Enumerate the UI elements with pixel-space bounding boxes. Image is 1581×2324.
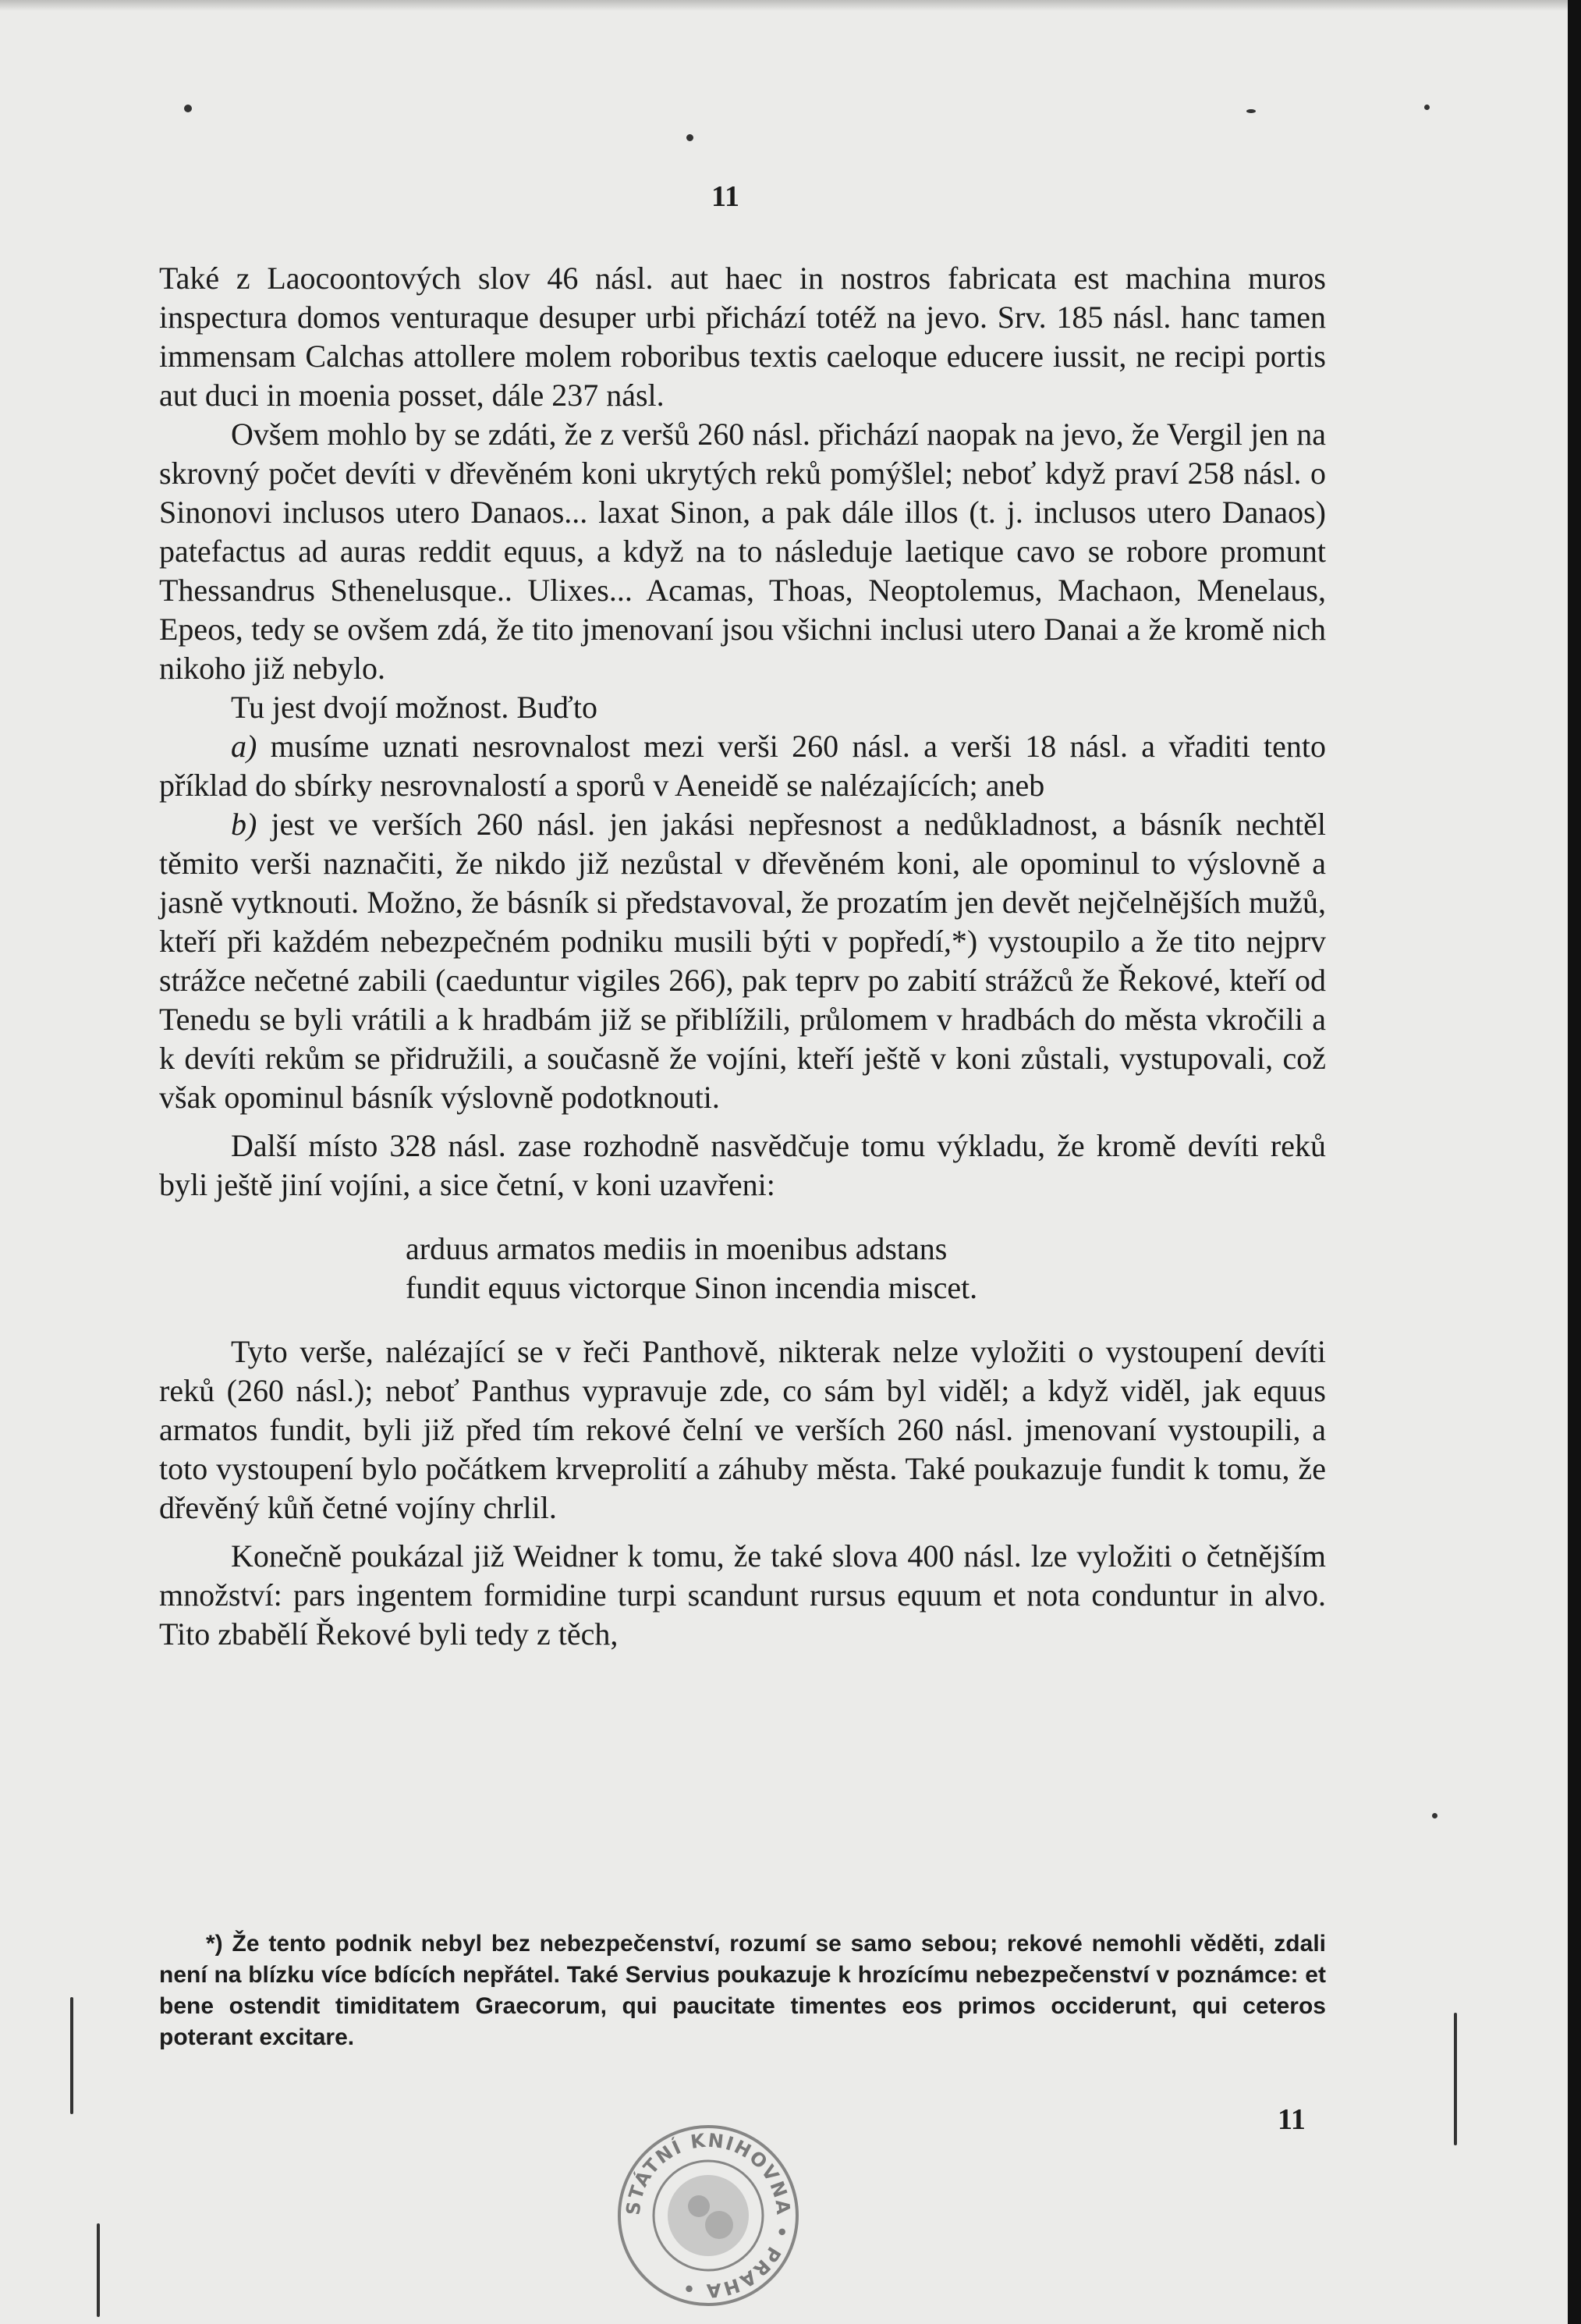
paragraph-option-a bbox=[159, 727, 1326, 805]
option-a-text: musíme uznati nesrovnalost mezi verši 260 násl. a verši 18 násl. a vřaditi tento příklad do sbírky nesrovnalostí a sporů v Aeneidě se nalézajících; aneb bbox=[159, 729, 1327, 803]
paragraph-3: Tu jest dvojí možnost. Buďto bbox=[231, 690, 597, 725]
paragraph-1: Také z Laocoontových slov 46 násl. aut haec in nostros fabricata est machina muros inspectura domos venturaque desuper urbi přichází totéž na jevo. Srv. 185 násl. hanc tamen immensam Calchas attollere molem roboribus textis caeloque educere iussit, ne recipi portis aut duci in moenia posset, dále 237 násl. bbox=[159, 261, 1326, 413]
paragraph-8: Konečně poukázal již Weidner k tomu, že také slova 400 násl. lze vyložiti o četnějším množství: pars ingentem formidine turpi scandunt rursus equum et nota conduntur in alvo. Tito zbabělí Řekové byli tedy z těch, bbox=[159, 1538, 1326, 1652]
scan-speck bbox=[1432, 1813, 1437, 1818]
body-text bbox=[159, 259, 1326, 1654]
verse-quotation bbox=[406, 1229, 1326, 1307]
option-a-label: a) bbox=[231, 729, 257, 764]
paragraph-2: Ovšem mohlo by se zdáti, že z veršů 260 násl. přichází naopak na jevo, že Vergil jen na skrovný počet devíti v dřevěném koni ukrytých reků pomýšlel; neboť když praví 258 násl. o Sinonovi inclusos utero Danaos... laxat Sinon, a pak dále illos (t. j. inclusos utero Danaos) patefactus ad auras reddit equus, a když na to následuje laetique cavo se robore promunt Thessandrus Sthenelusque.. Ulixes... Acamas, Thoas, Neoptolemus, Machaon, Menelaus, Epeos, tedy se ovšem zdá, že tito jmenovaní jsou všichni inclusi utero Danai a že kromě nich nikoho již nebylo. bbox=[159, 417, 1326, 686]
scan-speck bbox=[1424, 105, 1430, 110]
verse-line: fundit equus victorque Sinon incendia miscet. bbox=[406, 1270, 978, 1305]
scan-mark bbox=[97, 2223, 100, 2317]
scan-mark bbox=[1454, 2013, 1457, 2145]
scan-speck bbox=[184, 105, 192, 112]
option-b-label: b) bbox=[231, 807, 257, 842]
scan-speck bbox=[686, 134, 693, 141]
library-stamp-icon bbox=[615, 2122, 802, 2309]
footnote: *) Že tento podnik nebyl bez nebezpečenství, rozumí se samo sebou; rekové nemohli věděti, zdali není na blízku více bdících nepřátel. Také Servius poukazuje k hrozícímu nebezpečenství v poznámce: et bene ostendit timiditatem Graecorum, qui paucitate timentes eos primos occiderunt, qui ceteros poterant excitare. bbox=[159, 1931, 1326, 2050]
scan-mark bbox=[70, 1997, 73, 2114]
option-b-text: jest ve verších 260 násl. jen jakási nepřesnost a nedůkladnost, a básník nechtěl těmito verši naznačiti, že nikdo již nezůstal v dřevěném koni, ale opominul to výslovně a jasně vytknouti. Možno, že básník si představoval, že prozatím jen devět nejčelnějších mužů, kteří při každém nebezpečném podniku musili býti v popředí,*) vystoupilo a že tito nejprv strážce nečetné zabili (caeduntur vigiles 266), pak teprv po zabití strážců že Řekové, kteří od Tenedu se byli vrátili a k hradbám již se přiblížili, průlomem v hradbách do města vkročili a k devíti rekům se přidružili, a současně že vojíni, kteří ještě v koni zůstali, vystupovali, což však opominul básník výslovně podotknouti. bbox=[159, 807, 1327, 1115]
scan-border bbox=[1568, 0, 1581, 2324]
stamp-text: STÁTNÍ KNIHOVNA • PRAHA • bbox=[622, 2129, 795, 2302]
paragraph-option-b bbox=[159, 805, 1326, 1117]
paragraph-6: Další místo 328 násl. zase rozhodně nasvědčuje tomu výkladu, že kromě devíti reků byli ještě jiní vojíni, a sice četní, v koni uzavřeni: bbox=[159, 1128, 1326, 1202]
scan-top-edge bbox=[0, 0, 1568, 11]
verse-line: arduus armatos mediis in moenibus adstans bbox=[406, 1231, 948, 1266]
page-number-top: 11 bbox=[711, 180, 739, 213]
paragraph-7: Tyto verše, nalézající se v řeči Panthově, nikterak nelze vyložiti o vystoupení devíti reků (260 násl.); neboť Panthus vypravuje zde, co sám byl viděl; a když viděl, jak equus armatos fundit, byli již před tím rekové čelní ve verších 260 násl. jmenovaní vystoupili, a toto vystoupení bylo počátkem krveprolití a záhuby města. Také poukazuje fundit k tomu, že dřevěný kůň četné vojíny chrlil. bbox=[159, 1334, 1326, 1525]
scan-speck bbox=[1246, 109, 1256, 113]
page-number-bottom: 11 bbox=[1278, 2103, 1306, 2136]
